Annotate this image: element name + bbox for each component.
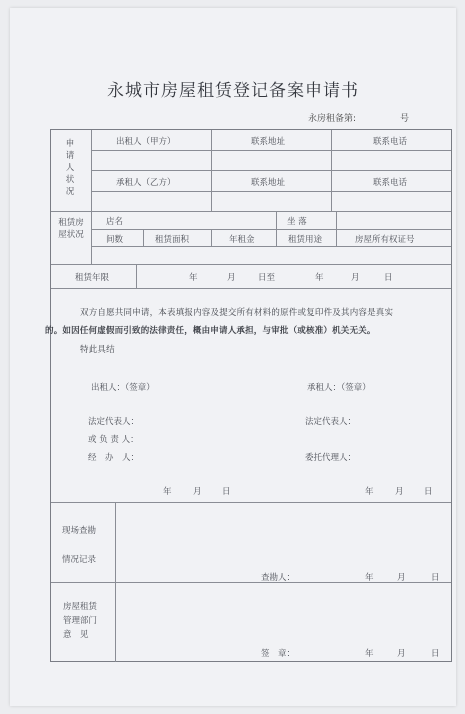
- approval-label-3: 意 见: [63, 630, 89, 640]
- term-year-start: 年: [189, 273, 198, 283]
- term-day-end: 日: [384, 273, 393, 283]
- date-left-month: 月: [193, 487, 202, 497]
- lessee-signature: 承租人：（签章）: [307, 383, 371, 393]
- applicant-side-label: 申请人状况: [65, 139, 75, 197]
- responsible-person: 或 负 责 人：: [88, 435, 139, 445]
- form-table: [45, 129, 452, 662]
- record-number-suffix: 号: [400, 114, 410, 124]
- approval-label-1: 房屋租赁: [63, 602, 98, 612]
- header-rooms: 间数: [106, 235, 124, 245]
- inspection-year: 年: [365, 573, 374, 583]
- legal-rep-right: 法定代表人：: [305, 417, 357, 427]
- location-label: 店名: [106, 217, 124, 227]
- date-left-day: 日: [222, 487, 231, 497]
- term-year-end: 年: [315, 273, 324, 283]
- inspector-label: 查勘人：: [261, 573, 296, 583]
- approval-label-2: 管理部门: [63, 616, 98, 626]
- seat-label: 坐 落: [287, 217, 307, 227]
- header-use: 租赁用途: [288, 235, 323, 245]
- inspection-label-1: 现场查勘: [62, 526, 97, 536]
- lessor-signature: 出租人：（签章）: [91, 383, 155, 393]
- term-month-start: 月: [227, 273, 236, 283]
- legal-rep-left: 法定代表人：: [88, 417, 140, 427]
- date-right-year: 年: [365, 487, 374, 497]
- form-title: 永城市房屋租赁登记备案申请书: [107, 81, 359, 101]
- agent: 委托代理人：: [305, 453, 357, 463]
- header-rent: 年租金: [229, 235, 255, 245]
- declaration-line-3: 特此具结: [80, 345, 115, 355]
- handler: 经 办 人：: [88, 453, 140, 463]
- inspection-day: 日: [431, 573, 440, 583]
- lessor-label: 出租人（甲方）: [116, 137, 176, 147]
- approval-sign-label: 签 章：: [261, 649, 296, 659]
- approval-day: 日: [431, 649, 440, 659]
- declaration-line-2: 的。如因任何虚假而引致的法律责任，概由申请人承担，与审批（或核准）机关无关。: [45, 326, 376, 336]
- form-paper: [10, 8, 456, 706]
- lessor-address-label: 联系地址: [251, 137, 286, 147]
- date-right-month: 月: [395, 487, 404, 497]
- date-left-year: 年: [163, 487, 172, 497]
- lessee-phone-label: 联系电话: [373, 178, 408, 188]
- inspection-label-2: 情况记录: [62, 555, 97, 565]
- lessor-phone-label: 联系电话: [373, 137, 408, 147]
- inspection-month: 月: [397, 573, 406, 583]
- declaration-line-1: 双方自愿共同申请，本表填报内容及提交所有材料的原件或复印件及其内容是真实: [80, 308, 394, 318]
- property-side-label: 租赁房屋状况: [58, 218, 84, 240]
- term-day-to: 日至: [258, 273, 276, 283]
- header-cert: 房屋所有权证号: [355, 235, 415, 245]
- date-right-day: 日: [424, 487, 433, 497]
- term-month-end: 月: [351, 273, 360, 283]
- header-area: 租赁面积: [155, 235, 190, 245]
- term-label: 租赁年限: [75, 273, 110, 283]
- lessee-address-label: 联系地址: [251, 178, 286, 188]
- approval-year: 年: [365, 649, 374, 659]
- approval-month: 月: [397, 649, 406, 659]
- record-number-prefix: 永房租备第:: [308, 114, 357, 124]
- lessee-label: 承租人（乙方）: [116, 178, 176, 188]
- record-number: [308, 111, 409, 124]
